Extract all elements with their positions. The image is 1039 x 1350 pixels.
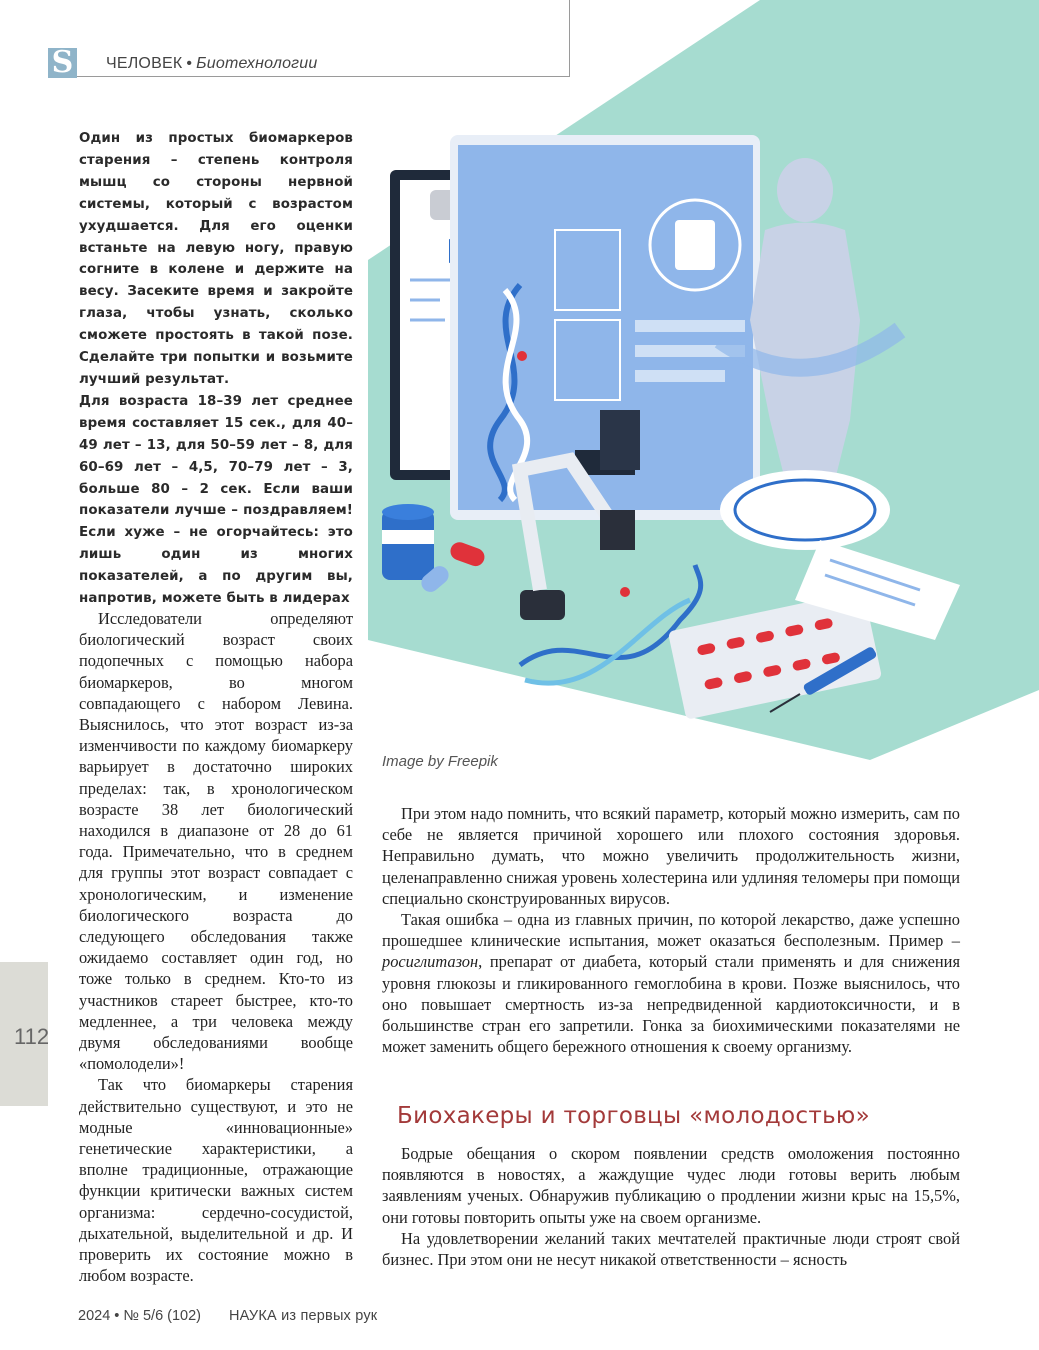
left-paragraph-1: Исследователи определяют биологический возраст своих подопечных с помощью набора биомаркеров, во многом совпадающего с набором Левина. Выяснилось, что этот возраст из-за изменчивости по каждому биомаркеру варьирует в достаточно широких пределах: так, в хронологическом возрасте 38 лет биологический находился в диапазоне от 28 до 61 года. Примечательно, что в среднем для группы этот возраст совпадает с хронологическим, и изменение биологического возраста до следующего обследования также ожидаемо составляет один год, но тоже только в среднем. Кто-то из участников стареет быстрее, кто-то медленнее, а три человека между двумя обследованиями вообще «помолодели»! <box>79 609 353 1074</box>
footer-issue: 2024 • № 5/6 (102) <box>78 1308 202 1324</box>
rubric-separator: • <box>186 55 193 72</box>
rubric <box>106 55 317 73</box>
rubric-sub: Биотехнологии <box>196 55 318 72</box>
rubric-main: ЧЕЛОВЕК <box>106 55 183 72</box>
section-paragraph-1: Бодрые обещания о скором появлении средств омоложения постоянно появляются в новостях, а жаждущие чудес люди готовы верить любым заявлениям ученых. Обнаружив публикацию о продлении жизни крыс на 15,5%, они готовы повторить опыты уже на своем организме. <box>382 1144 960 1227</box>
right-paragraph-2a: Такая ошибка – одна из главных причин, по которой лекарство, даже успешно прошедшее клинические испытания, может оказаться бесполезным. Пример – <box>382 910 960 951</box>
magazine-logo: S <box>48 48 77 78</box>
right-paragraph-2b: , препарат от диабета, который стали применять и для снижения уровня глюкозы и гликированного гемоглобина в крови. Позже выяснилось, что оно повышает смертность из-за непредвиденной кардиотоксичности, и в большинстве стран его запретили. Гонка за биохимическими показателями не может заменить общего бережного отношения к своему организму. <box>382 952 960 1057</box>
image-caption: Image by Freepik <box>382 753 498 770</box>
section-paragraph-2: На удовлетворении желаний таких мечтателей практичные люди строят свой бизнес. При этом они не несут никакой ответственности – ясность <box>382 1228 960 1270</box>
sidebar-paragraph-1: Один из простых биомаркеров старения – степень контроля мышц со стороны нервной системы, который с возрастом ухудшается. Для его оценки встаньте на левую ногу, правую согните в колене и держите на весу. Засеките время и закройте глаза, чтобы узнать, сколько сможете простоять в такой позе. Сделайте три попытки и возьмите лучший результат. <box>79 131 353 387</box>
right-paragraph-2 <box>382 909 960 1057</box>
footer <box>78 1308 405 1324</box>
page-number: 112 <box>14 1024 50 1049</box>
sidebar-paragraph-2: Для возраста 18–39 лет среднее время составляет 15 сек., для 40–49 лет – 13, для 50–59 лет – 8, для 60–69 лет – 4,5, 70–79 лет – 3, больше 80 – 2 сек. Если ваши показатели лучше – поздравляем! Если хуже – не огорчайтесь: это лишь один из многих показателей, а по другим вы, напротив, можете быть в лидерах <box>79 393 353 607</box>
section-body <box>382 1143 960 1270</box>
left-paragraph-2: Так что биомаркеры старения действительно существуют, и это не модные «инновационные» генетические характеристики, а вполне традиционные, отражающие функции критически важных систем организма: сердечно-сосудистой, дыхательной, выделительной и др. И проверить их состояние можно в любом возрасте. <box>79 1075 353 1286</box>
sidebar-box <box>79 128 353 610</box>
footer-magazine: НАУКА из первых рук <box>229 1308 378 1324</box>
section-title: Биохакеры и торговцы «молодостью» <box>397 1103 870 1129</box>
drug-name: росиглитазон <box>382 952 479 972</box>
right-column <box>382 803 960 1057</box>
right-paragraph-1: При этом надо помнить, что всякий параметр, который можно измерить, сам по себе не является причиной хорошего или плохого состояния здоровья. Неправильно думать, что можно увеличить продолжительность жизни, целенаправленно снижая уровень холестерина или удлиняя теломеры при помощи специально сконструированных вирусов. <box>382 804 960 908</box>
left-column <box>79 608 353 1287</box>
